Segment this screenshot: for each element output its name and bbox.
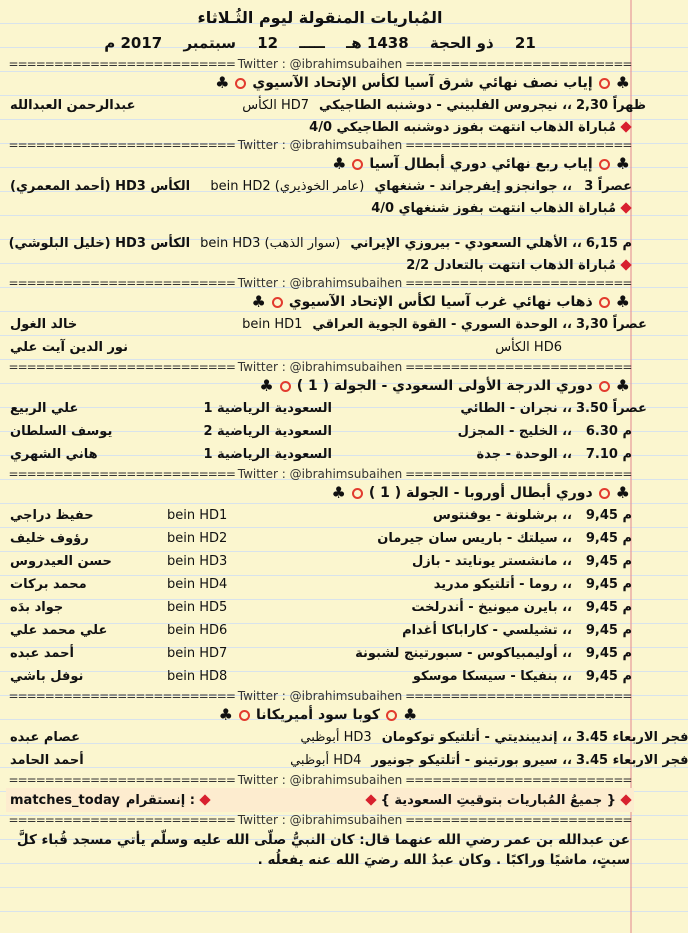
- match-time: 2,30 ظهراً: [576, 98, 646, 113]
- match-row: [6, 336, 634, 359]
- divider-equals: =========================: [402, 689, 632, 703]
- club-icon: ♣: [615, 292, 630, 311]
- match-row: [6, 175, 634, 198]
- diamond-icon: [620, 259, 631, 270]
- match-time: 9,45 م: [585, 669, 632, 684]
- club-icon: ♣: [332, 154, 347, 173]
- match-time: 3.45 فجر الاربعاء: [576, 753, 688, 768]
- match-row: [6, 665, 634, 688]
- match-teams: ،، برشلونة - يوفنتوس: [432, 508, 572, 523]
- diamond-icon: [199, 794, 210, 805]
- result-text: مُباراة الذهاب انتهت بفوز شنغهاي 4/0: [371, 200, 616, 216]
- match-commentator: الكأس HD3 (أحمد المعمري): [10, 179, 191, 194]
- match-commentator: علي محمد علي: [10, 623, 108, 638]
- hijri-month: ذو الحجة: [429, 34, 494, 52]
- divider-equals: =========================: [402, 467, 632, 481]
- twitter-handle: Twitter : @ibrahimsubaihen: [237, 689, 403, 703]
- divider-rule: [6, 772, 634, 788]
- section-heading: [6, 72, 634, 94]
- match-commentator: يوسف السلطان: [10, 424, 113, 439]
- match-row: [6, 94, 646, 117]
- circle-icon: [352, 159, 363, 170]
- result-note: [6, 117, 634, 137]
- twitter-handle: Twitter : @ibrahimsubaihen: [237, 138, 403, 152]
- club-icon: ♣: [331, 483, 346, 502]
- match-commentator: علي الربيع: [10, 401, 79, 416]
- match-teams: ،، الوحدة السوري - القوة الجوية العراقي: [312, 317, 572, 332]
- match-teams: ،، بنفيكا - سيسكا موسكو: [412, 669, 572, 684]
- match-row: [6, 397, 647, 420]
- match-channel: bein HD2: [167, 531, 228, 546]
- circle-icon: [235, 78, 246, 89]
- match-teams: ،، نجران - الطائي: [460, 401, 572, 416]
- club-icon: ♣: [218, 705, 234, 724]
- match-time: 3.50 عصراً: [576, 401, 647, 416]
- match-teams: ،، بايرن ميونيخ - أندرلخت: [411, 600, 572, 615]
- instagram-right: [367, 793, 630, 808]
- match-row: [6, 726, 688, 749]
- match-teams: ،، إنديبنديتي - أتلتيكو توكومان: [381, 730, 572, 745]
- diamond-icon: [620, 121, 631, 132]
- divider-rule: [6, 275, 634, 291]
- match-channel: bein HD6: [167, 623, 228, 638]
- match-channel: الكأس HD7: [242, 98, 310, 113]
- section-heading: [6, 291, 634, 313]
- result-note: [6, 198, 634, 218]
- hijri-day: 21: [514, 34, 536, 52]
- spacer: [6, 218, 634, 232]
- twitter-handle: Twitter : @ibrahimsubaihen: [237, 813, 403, 827]
- divider-equals: =========================: [8, 57, 238, 71]
- match-time: 9,45 م: [585, 577, 632, 592]
- hijri-year: 1438 هـ: [346, 34, 409, 52]
- divider-equals: =========================: [8, 360, 238, 374]
- club-icon: ♣: [615, 376, 630, 395]
- match-time: 3 عصراً: [584, 179, 632, 194]
- twitter-handle: Twitter : @ibrahimsubaihen: [237, 773, 403, 787]
- divider-equals: =========================: [402, 276, 632, 290]
- divider-equals: =========================: [8, 276, 238, 290]
- match-row: [6, 619, 634, 642]
- schedule-page: [6, 6, 688, 872]
- club-icon: ♣: [251, 292, 266, 311]
- match-channel: bein HD3 (سوار الذهب): [200, 236, 341, 251]
- club-icon: ♣: [259, 376, 274, 395]
- match-channel: bein HD4: [167, 577, 228, 592]
- match-channel: السعودية الرياضية 1: [203, 447, 332, 462]
- match-channel: bein HD1: [167, 508, 228, 523]
- page-title: المُباريات المنقولة ليوم الثُـلاثاء: [197, 8, 443, 27]
- match-time: 9,45 م: [585, 646, 632, 661]
- match-teams: ،، تشيلسي - كاراباكا أغدام: [402, 623, 572, 638]
- match-commentator: عصام عبده: [10, 730, 80, 745]
- match-teams: ،، سيلتك - باريس سان جيرمان: [377, 531, 572, 546]
- club-icon: ♣: [615, 483, 630, 502]
- match-row: [6, 443, 634, 466]
- match-commentator: حسن العيدروس: [10, 554, 112, 569]
- circle-icon: [386, 710, 397, 721]
- divider-equals: =========================: [8, 689, 238, 703]
- match-commentator: أحمد الحامد: [10, 753, 84, 768]
- match-row: [6, 596, 634, 619]
- match-commentator: نور الدين آيت علي: [10, 340, 128, 355]
- result-text: مُباراة الذهاب انتهت بفوز دوشنبه الطاجيكي 4/0: [309, 119, 616, 135]
- club-icon: ♣: [215, 73, 230, 92]
- club-icon: ♣: [615, 73, 630, 92]
- match-channel: bein HD8: [167, 669, 228, 684]
- match-teams: ،، سيرو بورتينو - أتلتيكو جونيور: [371, 753, 572, 768]
- match-commentator: أحمد عبده: [10, 646, 74, 661]
- match-teams: ،، الأهلي السعودي - بيروزي الإيراني: [350, 236, 582, 251]
- match-channel: bein HD5: [167, 600, 228, 615]
- divider-equals: =========================: [402, 138, 632, 152]
- match-time: 7.10 م: [585, 447, 632, 462]
- match-teams: ،، روما - أتلتيكو مدريد: [433, 577, 572, 592]
- section-heading: [6, 375, 634, 397]
- match-teams: ،، أوليمبياكوس - سبورتينج لشبونة: [355, 646, 572, 661]
- club-icon: ♣: [403, 705, 418, 724]
- instagram-left: [10, 793, 209, 808]
- match-time: 9,45 م: [585, 531, 632, 546]
- match-commentator: عبدالرحمن العبدالله: [10, 98, 136, 113]
- match-teams: ،، مانشستر يونايتد - بازل: [411, 554, 572, 569]
- date-dash: ـــــ: [299, 34, 325, 52]
- sections-container: [6, 56, 688, 872]
- divider-equals: =========================: [8, 138, 238, 152]
- greg-year: 2017 م: [104, 34, 163, 52]
- result-note: [6, 255, 634, 275]
- match-channel: bein HD3: [167, 554, 228, 569]
- match-row: [6, 573, 634, 596]
- match-time: 6.30 م: [585, 424, 632, 439]
- match-channel: أبوظبي HD4: [290, 753, 362, 768]
- section-heading-text: دوري أبطال أوروبا - الجولة ( 1 ): [368, 485, 593, 501]
- instagram-label: إنستقرام :: [125, 792, 195, 808]
- match-row: [6, 420, 634, 443]
- twitter-handle: Twitter : @ibrahimsubaihen: [237, 57, 403, 71]
- match-teams: ،، الخليج - المجزل: [457, 424, 572, 439]
- match-teams: ،، نيجروس الفلبيني - دوشنبه الطاجيكي: [319, 98, 572, 113]
- match-time: 3.45 فجر الاربعاء: [576, 730, 688, 745]
- section-heading: [6, 482, 634, 504]
- divider-equals: =========================: [8, 773, 238, 787]
- twitter-handle: Twitter : @ibrahimsubaihen: [237, 467, 403, 481]
- match-row: [6, 642, 634, 665]
- divider-rule: [6, 56, 634, 72]
- match-channel: bein HD1: [242, 317, 303, 332]
- result-text: مُباراة الذهاب انتهت بالتعادل 2/2: [406, 257, 616, 273]
- circle-icon: [272, 297, 283, 308]
- match-time: 6,15 م: [585, 236, 632, 251]
- match-channel: الكأس HD6: [495, 340, 562, 355]
- match-row: [6, 527, 634, 550]
- diamond-icon: [365, 794, 376, 805]
- divider-rule: [6, 812, 634, 828]
- match-row: [6, 550, 634, 573]
- match-time: 9,45 م: [585, 508, 632, 523]
- divider-rule: [6, 359, 634, 375]
- match-commentator: جواد بدَه: [10, 600, 64, 615]
- instagram-handle: matches_today: [10, 792, 120, 808]
- section-heading-text: دوري الدرجة الأولى السعودي - الجولة ( 1 ): [296, 378, 593, 394]
- divider-equals: =========================: [402, 773, 632, 787]
- match-commentator: نوفل باشي: [10, 669, 84, 684]
- match-commentator: رؤوف خليف: [10, 531, 89, 546]
- match-teams: ،، الوحدة - جدة: [476, 447, 572, 462]
- divider-rule: [6, 137, 634, 153]
- circle-icon: [352, 488, 363, 499]
- match-commentator: الكأس HD3 (خليل البلوشي): [8, 236, 191, 251]
- match-row: [6, 749, 688, 772]
- circle-icon: [599, 159, 610, 170]
- date-line: [6, 30, 634, 56]
- timezone-note: { جميعُ المُباريات بتوقيتِ السعودية }: [380, 792, 616, 808]
- match-time: 9,45 م: [585, 623, 632, 638]
- divider-equals: =========================: [402, 57, 632, 71]
- match-channel: السعودية الرياضية 1: [203, 401, 332, 416]
- match-time: 9,45 م: [585, 600, 632, 615]
- divider-rule: [6, 688, 634, 704]
- section-heading: [6, 704, 634, 726]
- greg-month: سبتمبر: [183, 34, 236, 52]
- section-heading: [6, 153, 634, 175]
- hadith-text: عن عبدالله بن عمر رضي الله عنهما قال: كان النبيُّ صلّى الله عليه وسلّم يأتي مسجد قُباء كلَّ سبتٍ، ماشيًا وراكبًا . وكان عبدُ الله رضيَ الله عنه يفعلُه .: [16, 832, 630, 868]
- diamond-icon: [620, 202, 631, 213]
- circle-icon: [599, 78, 610, 89]
- divider-rule: [6, 466, 634, 482]
- match-row: [6, 504, 634, 527]
- match-commentator: هاني الشهري: [10, 447, 98, 462]
- diamond-icon: [620, 794, 631, 805]
- match-commentator: محمد بركات: [10, 577, 87, 592]
- twitter-handle: Twitter : @ibrahimsubaihen: [237, 276, 403, 290]
- circle-icon: [599, 488, 610, 499]
- divider-equals: =========================: [8, 467, 238, 481]
- greg-day: 12: [257, 34, 279, 52]
- match-commentator: حفيظ دراجي: [10, 508, 94, 523]
- section-heading-text: كوبا سود أميريكانا: [256, 707, 380, 723]
- circle-icon: [280, 381, 291, 392]
- match-teams: ،، جوانجزو إيفرجراند - شنغهاي: [374, 179, 572, 194]
- match-time: 9,45 م: [585, 554, 632, 569]
- section-heading-text: إياب ربع نهائي دوري أبطال آسيا: [369, 156, 593, 172]
- circle-icon: [599, 381, 610, 392]
- match-channel: السعودية الرياضية 2: [203, 424, 332, 439]
- match-channel: bein HD7: [167, 646, 228, 661]
- section-heading-text: ذهاب نهائي غرب آسيا لكأس الإتحاد الآسيوي: [288, 294, 593, 310]
- match-commentator: خالد الغول: [10, 317, 78, 332]
- club-icon: ♣: [615, 154, 630, 173]
- divider-equals: =========================: [402, 813, 632, 827]
- circle-icon: [239, 710, 250, 721]
- match-row: [6, 313, 647, 336]
- circle-icon: [599, 297, 610, 308]
- match-channel: bein HD2 (عامر الخوذيري): [210, 179, 365, 194]
- instagram-line: [6, 788, 634, 812]
- match-time: 3,30 عصراً: [576, 317, 647, 332]
- divider-equals: =========================: [8, 813, 238, 827]
- divider-equals: =========================: [402, 360, 632, 374]
- section-heading-text: إياب نصف نهائي شرق آسيا لكأس الإتحاد الآسيوي: [252, 75, 593, 91]
- match-channel: أبوظبي HD3: [300, 730, 372, 745]
- twitter-handle: Twitter : @ibrahimsubaihen: [237, 360, 403, 374]
- match-row: [6, 232, 634, 255]
